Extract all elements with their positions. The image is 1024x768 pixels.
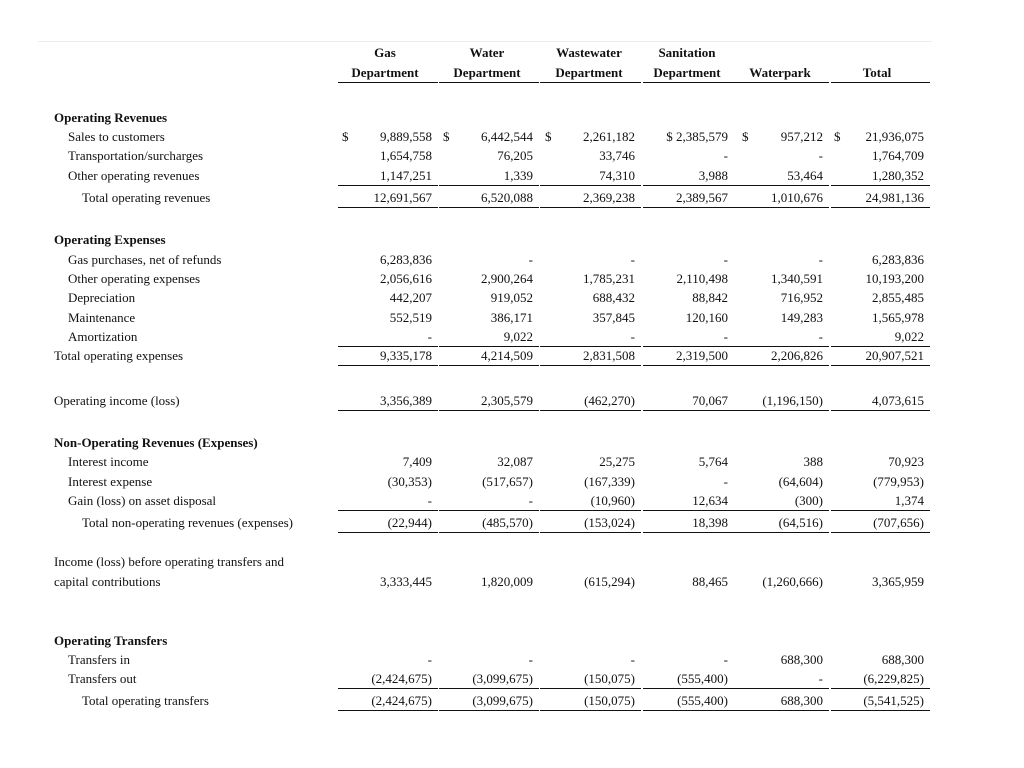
amount-cell: 74,310 [599, 168, 635, 183]
amount-underline [831, 365, 930, 366]
amount-cell: 1,764,709 [872, 148, 924, 163]
amount-cell: 88,465 [692, 574, 728, 589]
amount-underline [734, 532, 829, 533]
column-header-line1: Water [469, 45, 505, 60]
amount-underline [643, 710, 734, 711]
amount-cell: 25,275 [599, 454, 635, 469]
amount-cell: 552,519 [389, 310, 432, 325]
line-item-label: Other operating revenues [68, 168, 200, 183]
amount-cell: (1,196,150) [762, 393, 823, 408]
amount-cell: 120,160 [685, 310, 728, 325]
amount-cell: (555,400) [677, 693, 728, 708]
amount-cell: - [528, 652, 533, 667]
amount-underline [540, 365, 641, 366]
amount-cell: (6,229,825) [863, 671, 924, 686]
amount-cell: 386,171 [490, 310, 533, 325]
total-label: Operating income (loss) [54, 393, 180, 408]
amount-cell: 957,212 [780, 129, 823, 144]
amount-cell: (779,953) [873, 474, 924, 489]
amount-cell: 1,340,591 [771, 271, 823, 286]
amount-cell: 2,900,264 [481, 271, 533, 286]
amount-cell: (462,270) [584, 393, 635, 408]
amount-underline [540, 346, 641, 347]
amount-cell: 9,022 [503, 329, 533, 344]
amount-underline [540, 710, 641, 711]
amount-cell: 357,845 [592, 310, 635, 325]
amount-cell: 32,087 [497, 454, 533, 469]
amount-cell: (5,541,525) [863, 693, 924, 708]
column-header-line1: Sanitation [658, 45, 716, 60]
total-label: Income (loss) before operating transfers and [54, 554, 284, 569]
amount-cell: (64,604) [778, 474, 823, 489]
line-item-label: Maintenance [68, 310, 136, 325]
amount-underline [734, 710, 829, 711]
amount-underline [831, 688, 930, 689]
amount-cell: 2,855,485 [872, 290, 924, 305]
amount-cell: - [723, 652, 728, 667]
amount-cell: 1,785,231 [583, 271, 635, 286]
amount-cell: (167,339) [584, 474, 635, 489]
amount-underline [540, 185, 641, 186]
amount-underline [643, 365, 734, 366]
amount-underline [734, 185, 829, 186]
line-item-label: Interest income [68, 454, 149, 469]
column-header-line1: Wastewater [556, 45, 622, 60]
total-label: Total operating expenses [54, 348, 184, 363]
amount-cell: (517,657) [482, 474, 533, 489]
total-label: Total operating revenues [82, 190, 211, 205]
amount-underline [643, 346, 734, 347]
amount-cell: 4,073,615 [872, 393, 924, 408]
amount-cell: 1,339 [503, 168, 533, 183]
amount-cell: 3,365,959 [872, 574, 924, 589]
amount-cell: 6,520,088 [481, 190, 533, 205]
amount-cell: 2,056,616 [380, 271, 432, 286]
amount-cell: - [630, 252, 635, 267]
amount-cell: 6,283,836 [872, 252, 924, 267]
amount-cell: 1,374 [894, 493, 924, 508]
amount-cell: (153,024) [584, 515, 635, 530]
amount-cell: (150,075) [584, 671, 635, 686]
amount-cell: (707,656) [873, 515, 924, 530]
section-heading: Operating Transfers [54, 633, 168, 648]
amount-cell: 3,333,445 [380, 574, 432, 589]
amount-underline [831, 510, 930, 511]
amount-cell: 1,654,758 [380, 148, 432, 163]
amount-underline [734, 510, 829, 511]
amount-cell: (22,944) [387, 515, 432, 530]
amount-cell: 1,280,352 [872, 168, 924, 183]
section-heading: Non-Operating Revenues (Expenses) [54, 435, 258, 450]
amount-cell: (30,353) [387, 474, 432, 489]
amount-cell: - [818, 252, 823, 267]
amount-cell: 442,207 [389, 290, 432, 305]
amount-cell: - [528, 252, 533, 267]
amount-underline [734, 365, 829, 366]
line-item-label: Depreciation [68, 290, 136, 305]
amount-cell: 2,110,498 [676, 271, 728, 286]
column-header-line2: Department [351, 65, 419, 80]
column-header-line2: Department [453, 65, 521, 80]
amount-cell: (3,099,675) [472, 693, 533, 708]
amount-cell: 18,398 [692, 515, 728, 530]
amount-cell: 2,831,508 [583, 348, 635, 363]
amount-underline [831, 532, 930, 533]
amount-underline [338, 510, 438, 511]
line-item-label: Transportation/surcharges [68, 148, 204, 163]
amount-underline [643, 510, 734, 511]
amount-cell: (1,260,666) [762, 574, 823, 589]
amount-cell: 688,300 [881, 652, 924, 667]
line-item-label: Gain (loss) on asset disposal [68, 493, 217, 508]
amount-cell: 10,193,200 [865, 271, 924, 286]
column-header-line2: Total [862, 65, 892, 80]
amount-cell: - [723, 329, 728, 344]
amount-cell: - [818, 329, 823, 344]
amount-cell: 1,565,978 [872, 310, 924, 325]
amount-underline [338, 688, 438, 689]
currency-symbol: $ [443, 129, 450, 144]
amount-underline [439, 710, 539, 711]
amount-cell: 3,988 [698, 168, 728, 183]
amount-cell: - [630, 329, 635, 344]
amount-cell: 2,389,567 [676, 190, 728, 205]
line-item-label: Sales to customers [68, 129, 165, 144]
amount-cell: 12,634 [692, 493, 728, 508]
currency-symbol: $ [742, 129, 749, 144]
currency-symbol: $ [545, 129, 552, 144]
amount-cell: 88,842 [692, 290, 728, 305]
amount-underline [439, 510, 539, 511]
amount-underline [439, 346, 539, 347]
amount-cell: 5,764 [698, 454, 728, 469]
amount-cell: (300) [794, 493, 823, 508]
amount-underline [831, 185, 930, 186]
amount-underline [540, 688, 641, 689]
amount-underline [439, 185, 539, 186]
amount-cell: 388 [803, 454, 823, 469]
amount-cell: - [427, 652, 432, 667]
amount-underline [439, 410, 539, 411]
column-header-underline [439, 82, 539, 83]
amount-underline [540, 532, 641, 533]
amount-cell: 3,356,389 [380, 393, 432, 408]
top-divider [38, 41, 932, 42]
amount-underline [338, 185, 438, 186]
amount-cell: - [723, 252, 728, 267]
amount-cell: (485,570) [482, 515, 533, 530]
amount-underline [831, 207, 930, 208]
amount-underline [338, 710, 438, 711]
amount-underline [540, 510, 641, 511]
column-header-line1: Gas [374, 45, 396, 60]
section-heading: Operating Revenues [54, 110, 168, 125]
amount-underline [643, 688, 734, 689]
amount-underline [540, 410, 641, 411]
line-item-label: Amortization [68, 329, 138, 344]
amount-cell: - [723, 148, 728, 163]
amount-cell: (10,960) [590, 493, 635, 508]
amount-underline [831, 346, 930, 347]
amount-cell: 688,300 [780, 652, 823, 667]
amount-underline [734, 207, 829, 208]
amount-cell: - [427, 493, 432, 508]
amount-underline [439, 365, 539, 366]
amount-cell: 688,432 [592, 290, 635, 305]
amount-cell: 688,300 [780, 693, 823, 708]
line-item-label: Other operating expenses [68, 271, 201, 286]
amount-cell: 149,283 [780, 310, 823, 325]
amount-underline [831, 410, 930, 411]
column-header-underline [643, 82, 734, 83]
amount-cell: 21,936,075 [865, 129, 924, 144]
column-header-underline [338, 82, 438, 83]
amount-cell: 70,923 [888, 454, 924, 469]
amount-cell: - [528, 493, 533, 508]
amount-cell: 12,691,567 [373, 190, 432, 205]
line-item-label: Interest expense [68, 474, 153, 489]
amount-underline [338, 346, 438, 347]
amount-cell: (2,424,675) [371, 671, 432, 686]
amount-cell: 919,052 [490, 290, 533, 305]
section-heading: Operating Expenses [54, 232, 166, 247]
amount-cell: 76,205 [497, 148, 533, 163]
amount-cell: 20,907,521 [865, 348, 924, 363]
amount-cell: $ 2,385,579 [666, 129, 728, 144]
amount-cell: 33,746 [599, 148, 635, 163]
amount-cell: 716,952 [780, 290, 823, 305]
amount-cell: - [723, 474, 728, 489]
amount-cell: 7,409 [402, 454, 432, 469]
amount-cell: (2,424,675) [371, 693, 432, 708]
amount-cell: 2,369,238 [583, 190, 635, 205]
amount-underline [734, 346, 829, 347]
total-label: Total non-operating revenues (expenses) [82, 515, 293, 530]
amount-underline [643, 207, 734, 208]
amount-cell: (555,400) [677, 671, 728, 686]
amount-cell: 2,319,500 [676, 348, 728, 363]
amount-cell: 4,214,509 [481, 348, 533, 363]
amount-underline [338, 365, 438, 366]
column-header-underline [734, 82, 829, 83]
amount-cell: - [630, 652, 635, 667]
amount-underline [338, 410, 438, 411]
amount-cell: 70,067 [692, 393, 728, 408]
amount-underline [338, 532, 438, 533]
amount-underline [338, 207, 438, 208]
amount-cell: 2,261,182 [583, 129, 635, 144]
amount-underline [734, 410, 829, 411]
column-header-line2: Department [555, 65, 623, 80]
amount-cell: 2,305,579 [481, 393, 533, 408]
column-header-underline [540, 82, 641, 83]
amount-underline [643, 532, 734, 533]
amount-cell: 2,206,826 [771, 348, 823, 363]
amount-cell: 1,820,009 [481, 574, 533, 589]
amount-cell: 24,981,136 [865, 190, 924, 205]
amount-cell: - [818, 148, 823, 163]
amount-cell: (3,099,675) [472, 671, 533, 686]
amount-cell: 9,335,178 [380, 348, 432, 363]
amount-underline [439, 688, 539, 689]
currency-symbol: $ [342, 129, 349, 144]
amount-underline [439, 207, 539, 208]
amount-cell: 9,022 [894, 329, 924, 344]
amount-cell: (64,516) [778, 515, 823, 530]
column-header-underline [831, 82, 930, 83]
amount-cell: - [427, 329, 432, 344]
amount-cell: 9,889,558 [380, 129, 432, 144]
amount-underline [734, 688, 829, 689]
line-item-label: Transfers in [68, 652, 130, 667]
amount-cell: (615,294) [584, 574, 635, 589]
amount-underline [831, 710, 930, 711]
amount-underline [643, 410, 734, 411]
currency-symbol: $ [834, 129, 841, 144]
amount-underline [540, 207, 641, 208]
amount-cell: (150,075) [584, 693, 635, 708]
column-header-line2: Department [653, 65, 721, 80]
line-item-label: Gas purchases, net of refunds [68, 252, 222, 267]
amount-underline [439, 532, 539, 533]
amount-cell: 53,464 [787, 168, 823, 183]
total-label-line2: capital contributions [54, 574, 161, 589]
amount-underline [643, 185, 734, 186]
total-label: Total operating transfers [82, 693, 209, 708]
column-header-line2: Waterpark [749, 65, 811, 80]
line-item-label: Transfers out [68, 671, 137, 686]
amount-cell: 6,442,544 [481, 129, 533, 144]
amount-cell: 1,147,251 [380, 168, 432, 183]
amount-cell: 1,010,676 [771, 190, 823, 205]
amount-cell: 6,283,836 [380, 252, 432, 267]
amount-cell: - [818, 671, 823, 686]
